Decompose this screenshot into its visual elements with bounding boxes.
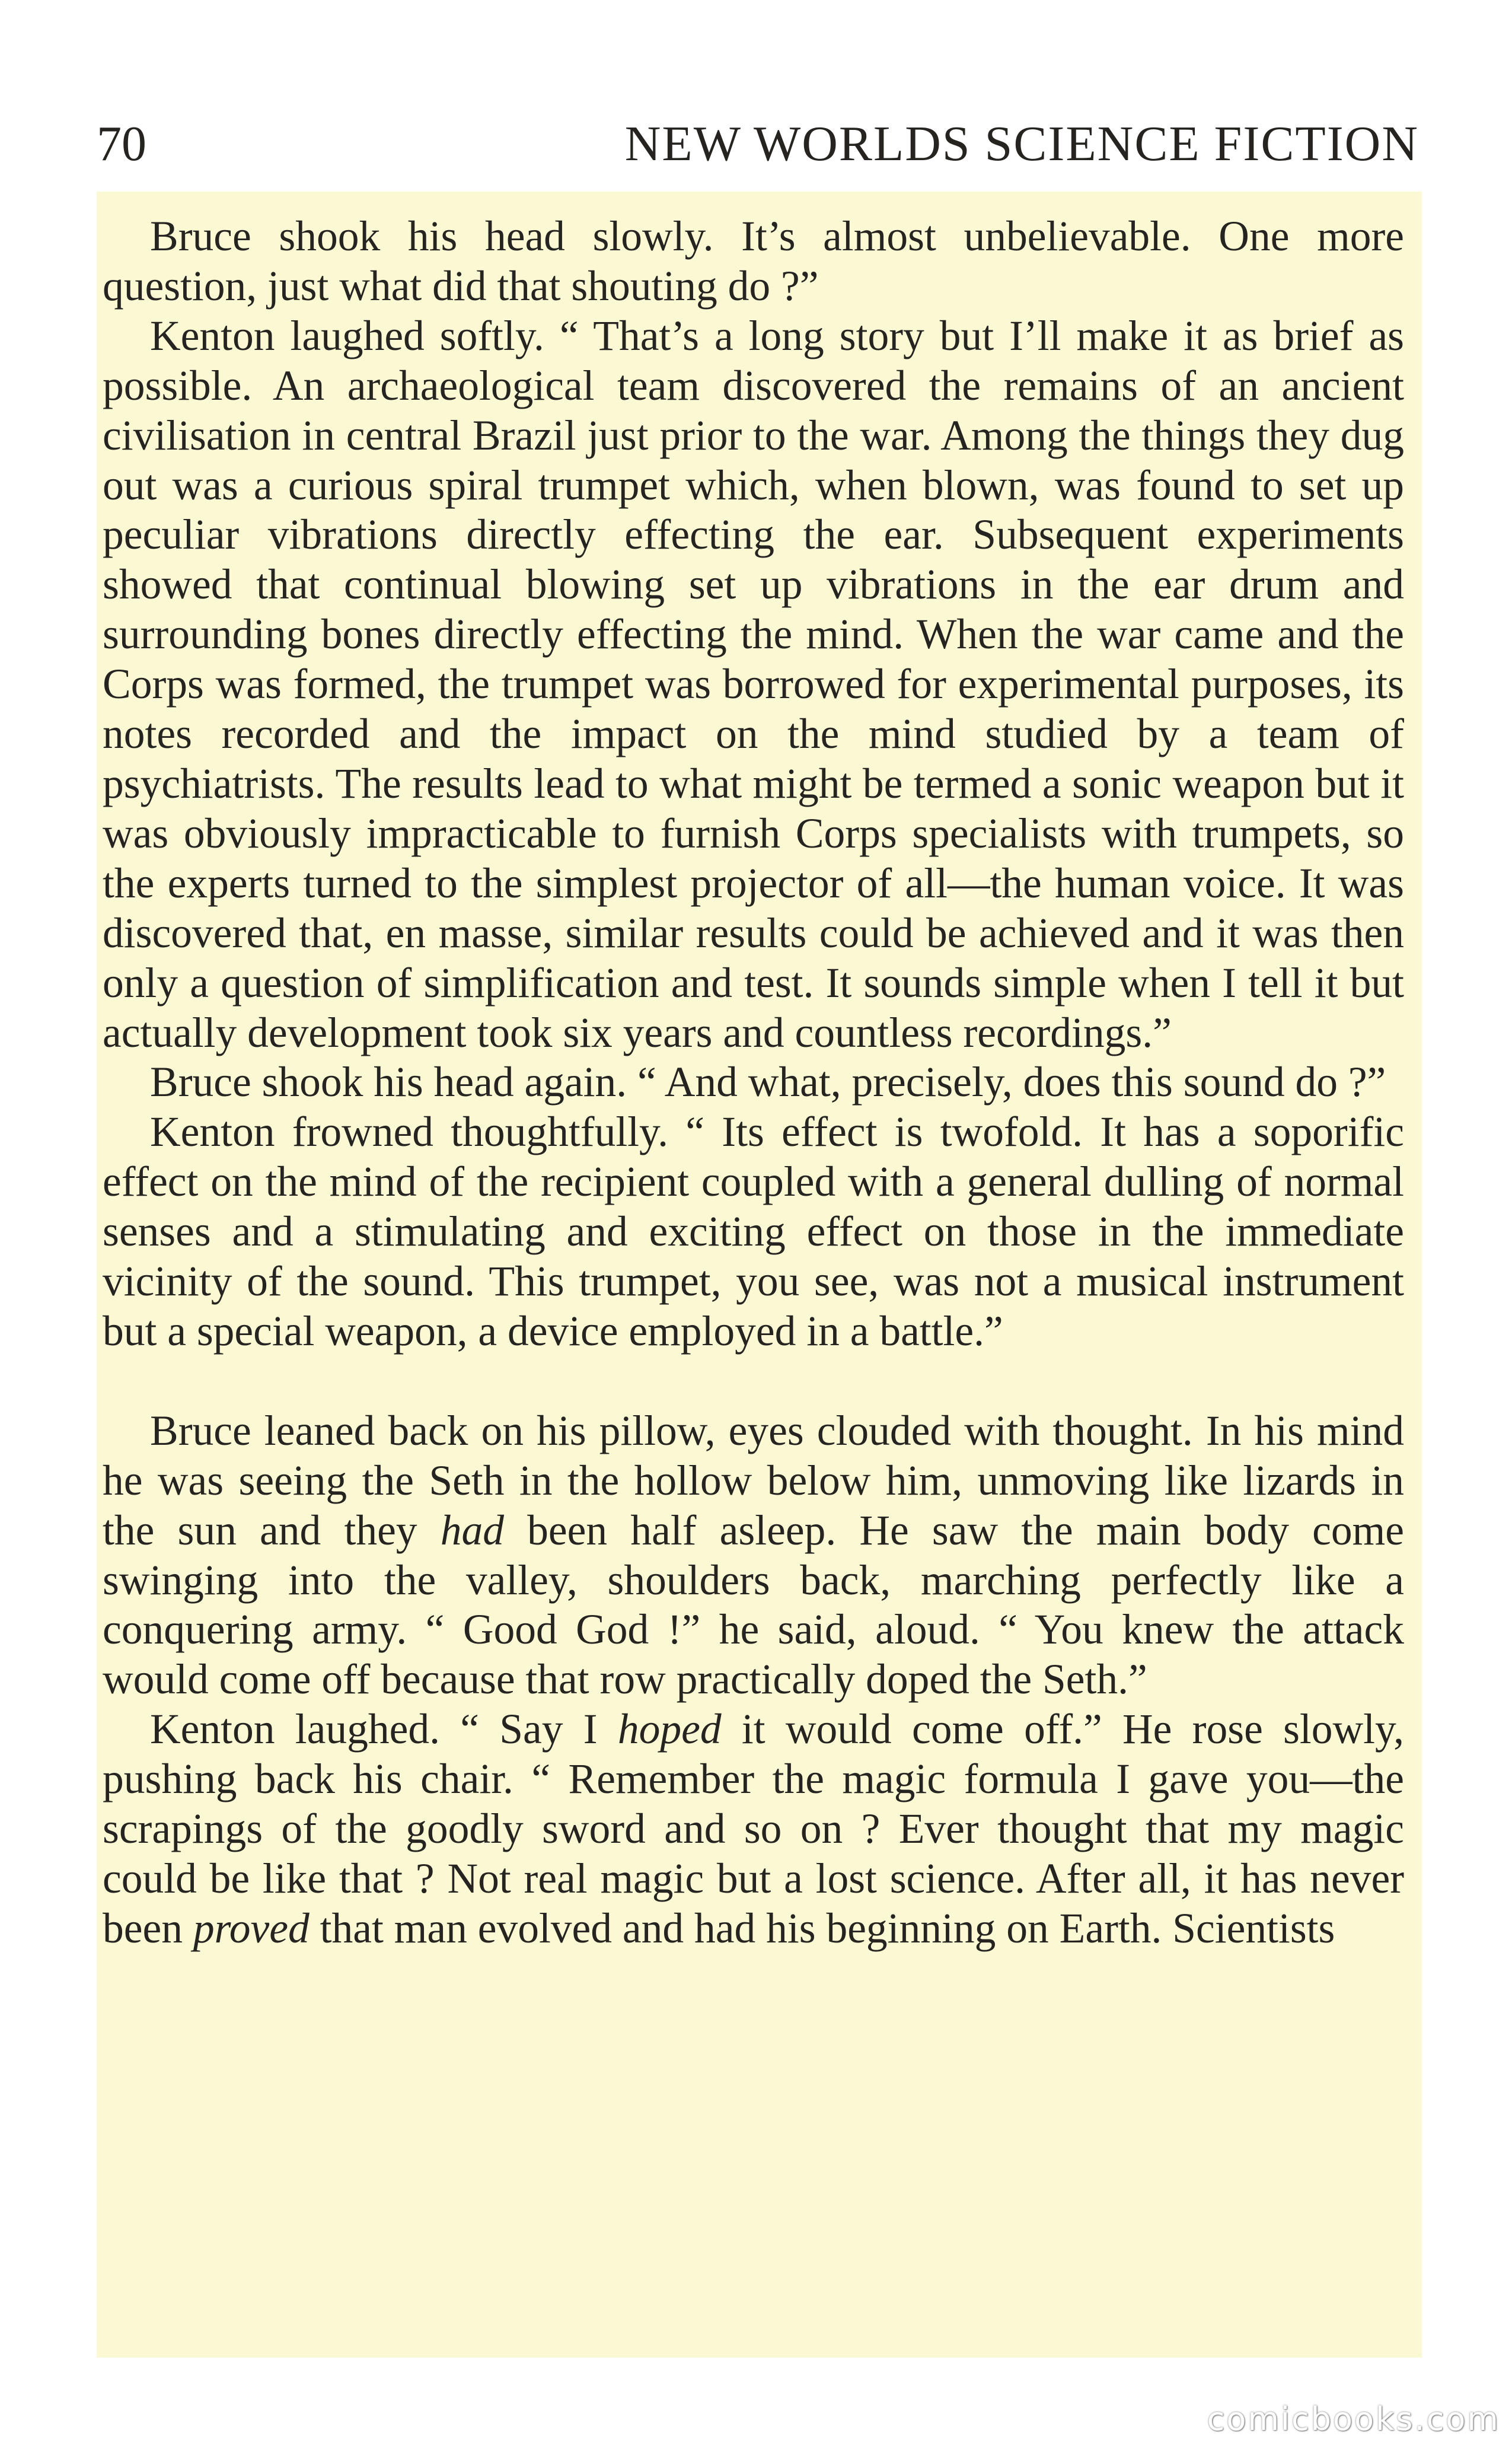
italic-text-run: proved: [193, 1904, 310, 1952]
story-text: [103, 212, 1404, 1954]
watermark: comicbooks.com: [1207, 2400, 1500, 2438]
paragraph: [103, 1107, 1404, 1356]
paragraph: [103, 311, 1404, 1058]
running-title: NEW WORLDS SCIENCE FICTION: [624, 116, 1419, 171]
italic-text-run: hoped: [617, 1706, 722, 1753]
text-run: Kenton laughed. “ Say I: [150, 1706, 618, 1753]
paragraph: [103, 1058, 1404, 1107]
text-run: Kenton frowned thoughtfully. “ Its effect is twofold. It has a soporific effect on the mind of the recipient coupled with a general dulling of normal senses and a stimulating and exciting effect on those in the immediate vicinity of the sound. This trumpet, you see, was not a musical instrument but a special weapon, a device employed in a battle.”: [103, 1109, 1404, 1355]
text-run: that man evolved and had his beginning on Earth. Scientists: [309, 1904, 1335, 1952]
text-run: it would come off.” He rose slowly, pushing back his chair. “ Remember the magic formula I gave you—the scrapings of the goodly sword and so on ? Ever thought that my magic could be like that ? Not real magic but a lost science. After all, it has never been: [103, 1706, 1404, 1952]
text-run: Bruce leaned back on his pillow, eyes clouded with thought. In his mind he was seeing the Seth in the hollow below him, unmoving like lizards in the sun and they: [103, 1407, 1404, 1554]
story-text-block: [97, 192, 1422, 2358]
italic-text-run: had: [440, 1507, 504, 1554]
text-run: Kenton laughed softly. “ That’s a long story but I’ll make it as brief as possible. An archaeological team discovered the remains of an ancient civilisation in central Brazil just prior to the war. Among the things they dug out was a curious spiral trumpet which, when blown, was found to set up peculiar vibrations directly effecting the ear. Subsequent experiments showed that continual blowing set up vibrations in the ear drum and surrounding bones directly effecting the mind. When the war came and the Corps was formed, the trumpet was borrowed for experimental purposes, its notes recorded and the impact on the mind studied by a team of psychiatrists. The results lead to what might be termed a sonic weapon but it was obviously impracticable to furnish Corps specialists with trumpets, so the experts turned to the simplest projector of all—the human voice. It was discovered that, en masse, similar results could be achieved and it was then only a question of simplification and test. It sounds simple when I tell it but actually development took six years and countless recordings.”: [103, 312, 1404, 1056]
paragraph: [103, 1406, 1404, 1705]
paragraph: [103, 1705, 1404, 1954]
text-run: Bruce shook his head again. “ And what, precisely, does this sound do ?”: [150, 1059, 1386, 1106]
paragraph: [103, 212, 1404, 311]
page-number: 70: [97, 116, 146, 171]
text-run: Bruce shook his head slowly. It’s almost unbelievable. One more question, just what did that shouting do ?”: [103, 213, 1404, 310]
page-header: [97, 112, 1419, 177]
text-run: been half asleep. He saw the main body come swinging into the valley, shoulders back, marching perfectly like a conquering army. “ Good God !” he said, aloud. “ You knew the attack would come off because that row practically doped the Seth.”: [103, 1507, 1404, 1703]
